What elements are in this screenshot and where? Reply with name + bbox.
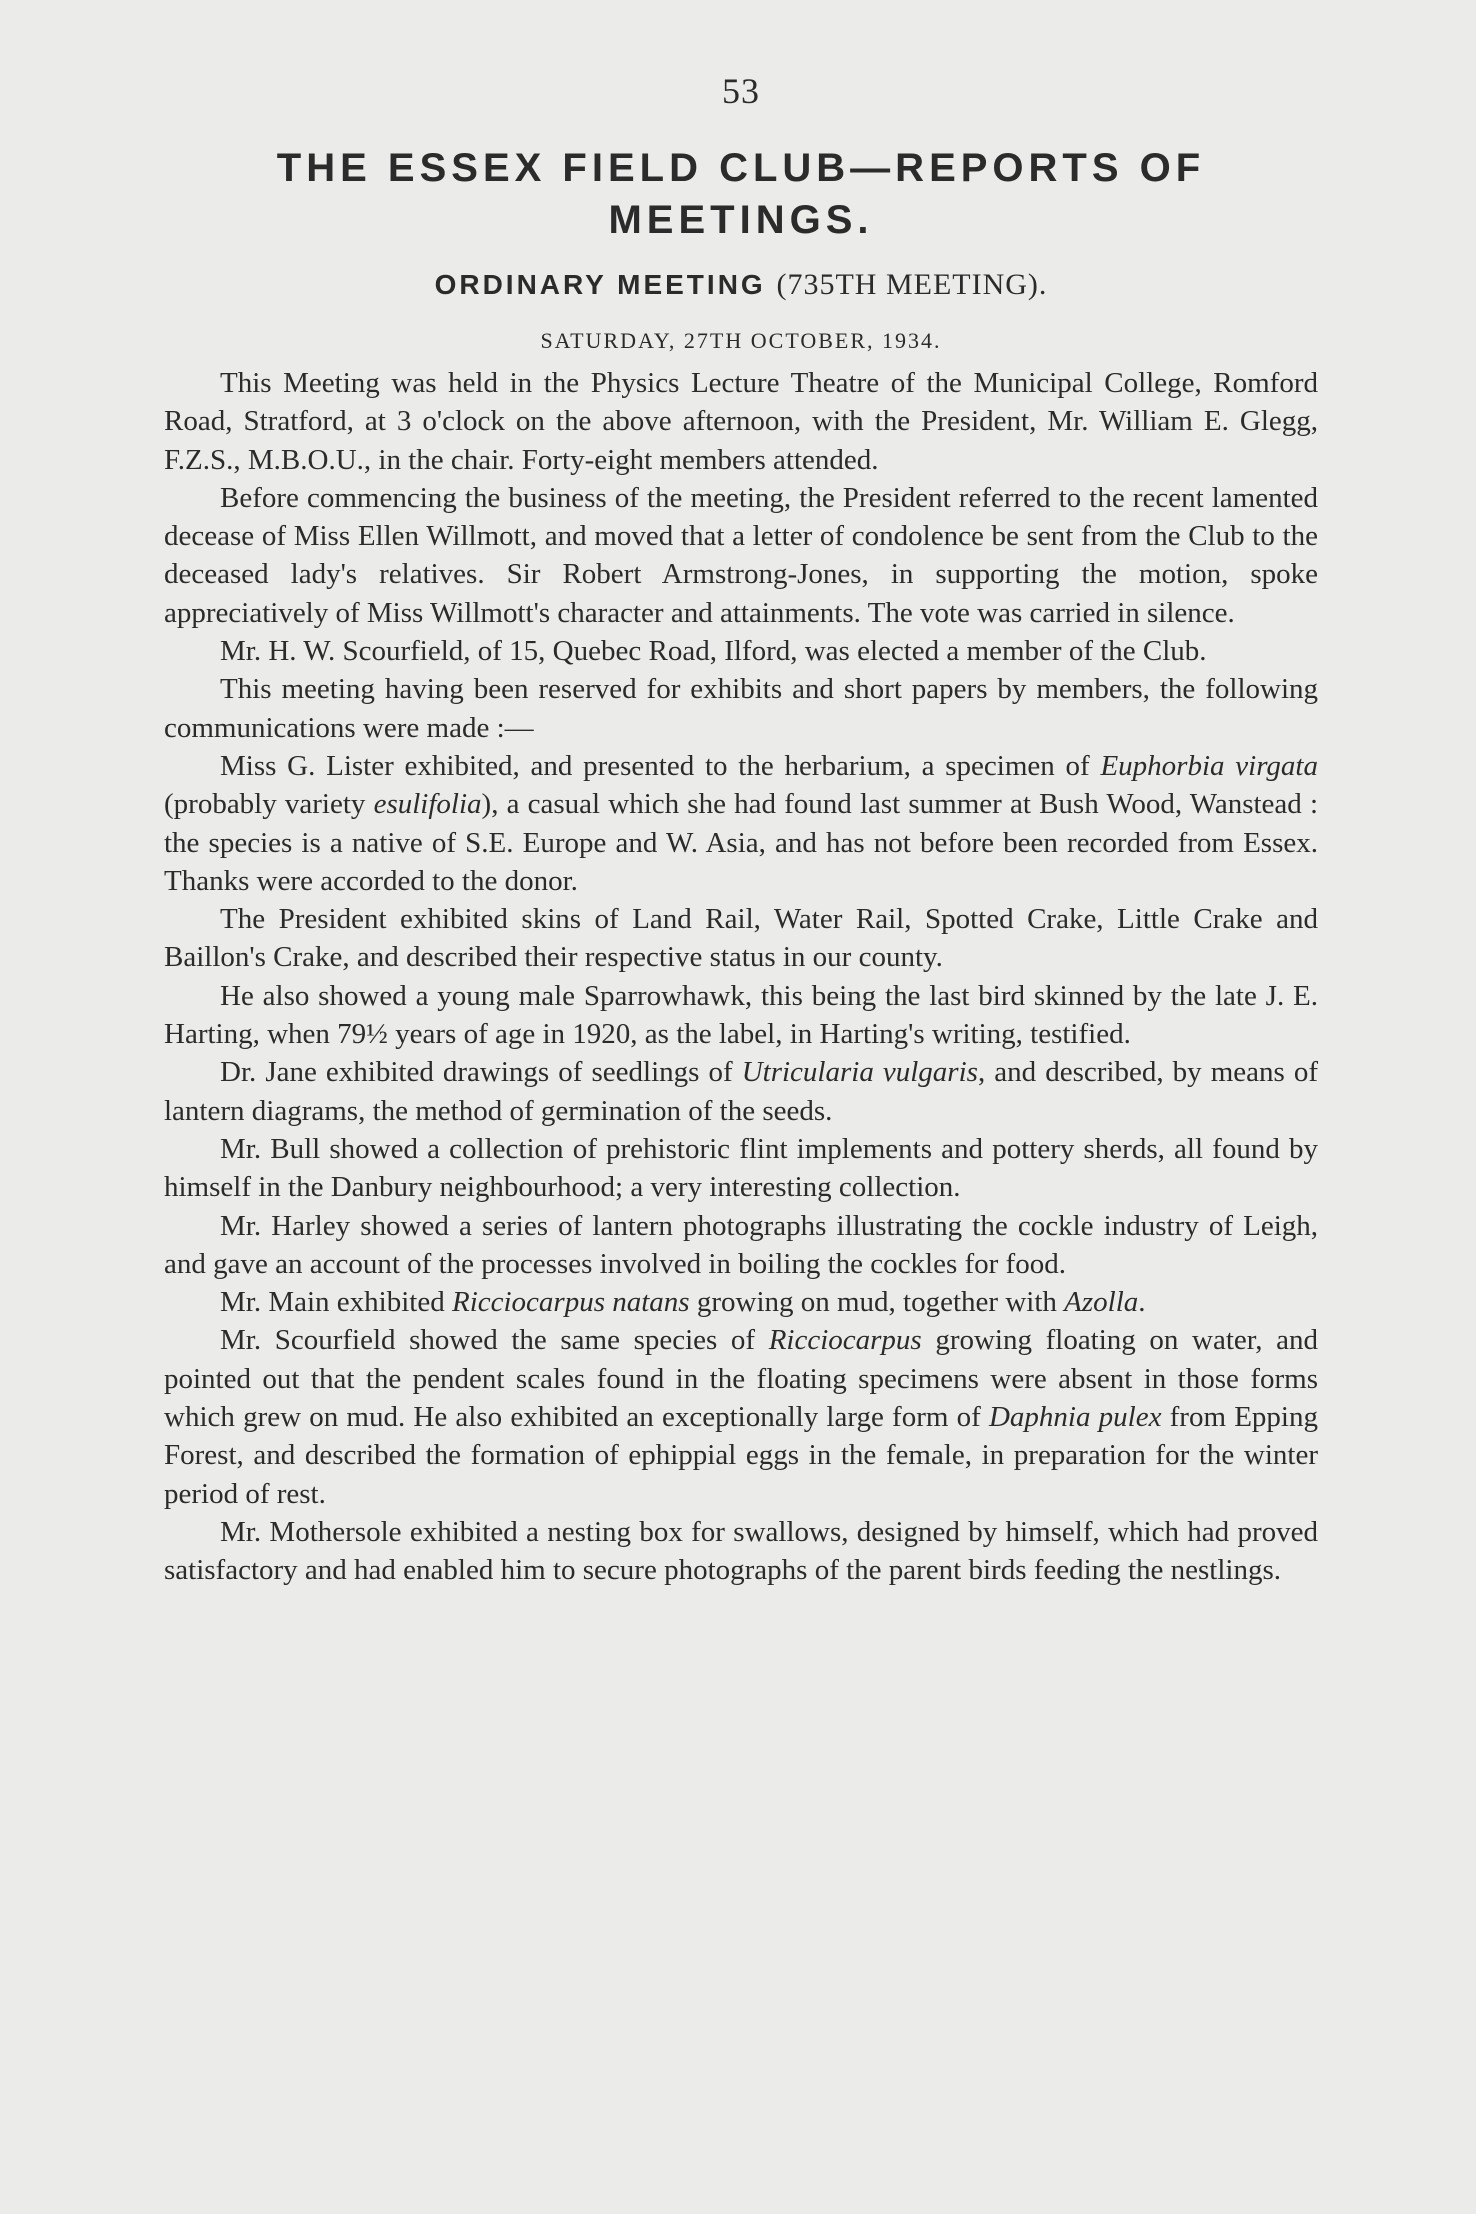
report-title: THE ESSEX FIELD CLUB—REPORTS OF MEETINGS. [276, 146, 1206, 242]
document-page [164, 70, 1318, 1590]
text-run: Dr. Jane exhibited drawings of seedlings of [220, 1056, 742, 1089]
text-run: Mr. Scourfield showed the same species of [220, 1324, 769, 1357]
paragraph-president-skins: The President exhibited skins of Land Rail, Water Rail, Spotted Crake, Little Crake and Baillon's Crake, and described their respective status in our county. [164, 903, 1318, 974]
text-run: Miss G. Lister exhibited, and presented to the herbarium, a specimen of [220, 749, 1101, 782]
text-run: . [1138, 1286, 1146, 1319]
paragraph-election: Mr. H. W. Scourfield, of 15, Quebec Road, Ilford, was elected a member of the Club. [220, 635, 1207, 668]
text-run: growing on mud, together with [689, 1286, 1065, 1319]
paragraph-jane [164, 1053, 1318, 1130]
text-run: growing floating on water, and pointed out that the pendent scales found in the floating specimens were absent in those forms which grew on mud. He also exhibited an exceptionally large form of [164, 1324, 1318, 1434]
text-run: (probably variety [164, 788, 374, 821]
paragraph-exhibits-intro: This meeting having been reserved for exhibits and short papers by members, the following communications were made :— [164, 673, 1318, 744]
paragraph-bull: Mr. Bull showed a collection of prehistoric flint implements and pottery sherds, all found by himself in the Danbury neighbourhood; a very interesting collection. [164, 1132, 1318, 1204]
paragraph-mothersole: Mr. Mothersole exhibited a nesting box for swallows, designed by himself, which had proved satisfactory and had enabled him to secure photographs of the parent birds feeding the nestlings. [164, 1515, 1318, 1587]
species-name: Euphorbia virgata [1100, 749, 1318, 782]
paragraph-opening: This Meeting was held in the Physics Lecture Theatre of the Municipal College, Romford Road, Stratford, at 3 o'clock on the above afternoon, with the President, Mr. William E. Glegg, F.Z.S., M.B.O.U., in the chair. Forty-eight members attended. [164, 367, 1318, 476]
meeting-label: ORDINARY MEETING [434, 269, 766, 300]
text-run: from Epping Forest, and described the formation of ephippial eggs in the female, in preparation for the winter period of rest. [164, 1401, 1318, 1510]
page-number: 53 [722, 71, 760, 111]
text-run: ), a casual which she had found last summer at Bush Wood, Wanstead : the species is a native of S.E. Europe and W. Asia, and has not before been recorded from Essex. Thanks were accorded to the donor. [164, 788, 1318, 897]
species-name: esulifolia [373, 788, 482, 821]
paragraph-condolence: Before commencing the business of the meeting, the President referred to the recent lamented decease of Miss Ellen Willmott, and moved that a letter of condolence be sent from the Club to the deceased lady's relatives. Sir Robert Armstrong-Jones, in supporting the motion, spoke appreciatively of Miss Willmott's character and attainments. The vote was carried in silence. [164, 481, 1318, 629]
paragraph-lister [164, 747, 1318, 900]
meeting-date: SATURDAY, 27TH OCTOBER, 1934. [540, 328, 942, 353]
species-name: Ricciocarpus [768, 1324, 922, 1357]
meeting-number: (735TH MEETING). [776, 268, 1048, 301]
species-name: Ricciocarpus natans [451, 1286, 690, 1319]
text-run: , and described, by means of lantern diagrams, the method of germination of the seeds. [164, 1056, 1319, 1127]
species-name: Azolla [1064, 1286, 1139, 1319]
paragraph-scourfield [164, 1321, 1318, 1512]
text-run: Mr. Main exhibited [220, 1286, 452, 1319]
paragraph-sparrowhawk: He also showed a young male Sparrowhawk, this being the last bird skinned by the late J. E. Harting, when 79½ years of age in 1920, as the label, in Harting's writing, testified. [164, 979, 1318, 1051]
paragraph-main [164, 1283, 1318, 1321]
paragraph-harley: Mr. Harley showed a series of lantern photographs illustrating the cockle industry of Leigh, and gave an account of the processes involved in boiling the cockles for food. [164, 1209, 1318, 1280]
meeting-heading [164, 268, 1318, 302]
species-name: Utricularia vulgaris [741, 1056, 978, 1089]
species-name: Daphnia pulex [988, 1401, 1162, 1434]
